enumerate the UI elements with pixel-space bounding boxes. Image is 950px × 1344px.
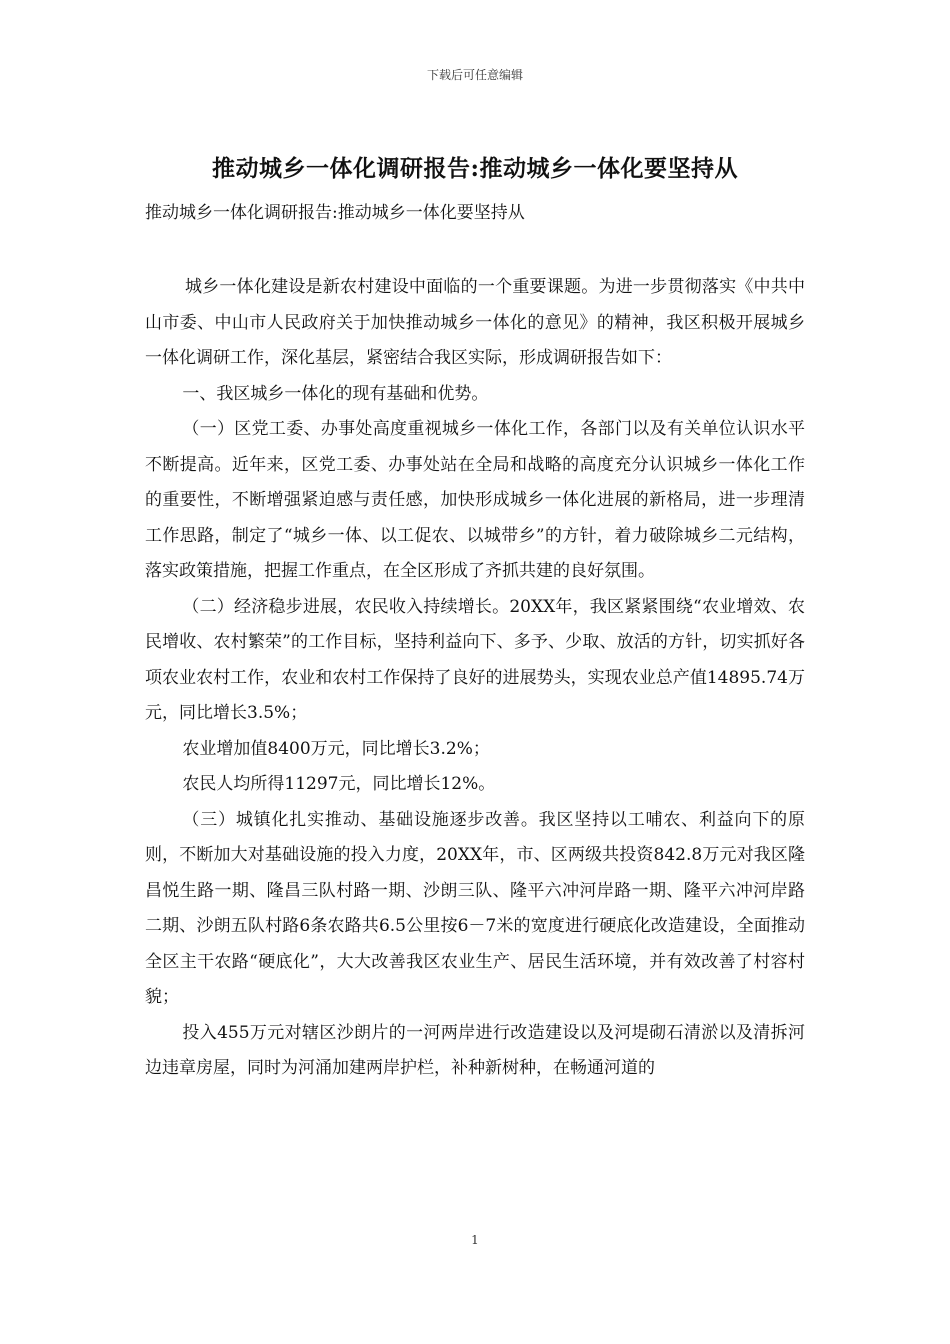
paragraph-investment: 投入455万元对辖区沙朗片的一河两岸进行改造建设以及河堤砌石清淤以及清拆河边违章房屋，同时为河涌加建两岸护栏，补种新树种，在畅通河道的 (145, 1022, 805, 1078)
document-title: 推动城乡一体化调研报告:推动城乡一体化要坚持从 (212, 155, 738, 182)
paragraph-point-2: （二）经济稳步进展，农民收入持续增长。20XX年，我区紧紧围绕“农业增效、农民增收、农村繁荣”的工作目标，坚持利益向下、多予、少取、放活的方针，切实抓好各项农业农村工作，农业和农村工作保持了良好的进展势头，实现农业总产值14895.74万元，同比增长3.5%； (145, 596, 805, 723)
paragraph-point-3: （三）城镇化扎实推动、基础设施逐步改善。我区坚持以工哺农、利益向下的原则，不断加大对基础设施的投入力度，20XX年，市、区两级共投资842.8万元对我区隆昌悦生路一期、隆昌三队村路一期、沙朗三队、隆平六冲河岸路一期、隆平六冲河岸路二期、沙朗五队村路6条农路共6.5公里按6－7米的宽度进行硬底化改造建设，全面推动全区主干农路“硬底化”，大大改善我区农业生产、居民生活环境，并有效改善了村容村貌； (145, 809, 805, 1007)
paragraph-point-1: （一）区党工委、办事处高度重视城乡一体化工作，各部门以及有关单位认识水平不断提高。近年来，区党工委、办事处站在全局和战略的高度充分认识城乡一体化工作的重要性，不断增强紧迫感与责任感，加快形成城乡一体化进展的新格局，进一步理清工作思路，制定了“城乡一体、以工促农、以城带乡”的方针，着力破除城乡二元结构，落实政策措施，把握工作重点，在全区形成了齐抓共建的良好氛围。 (145, 419, 805, 581)
header-note: 下载后可任意编辑 (426, 68, 523, 82)
paragraph-agri-added-value: 农业增加值8400万元，同比增长3.2%； (182, 738, 490, 759)
document-body (145, 270, 805, 1087)
document-subtitle: 推动城乡一体化调研报告:推动城乡一体化要坚持从 (145, 203, 525, 223)
paragraph-intro: 城乡一体化建设是新农村建设中面临的一个重要课题。为进一步贯彻落实《中共中山市委、中山市人民政府关于加快推动城乡一体化的意见》的精神，我区积极开展城乡一体化调研工作，深化基层，紧密结合我区实际，形成调研报告如下： (145, 277, 805, 368)
paragraph-section-heading-1: 一、我区城乡一体化的现有基础和优势。 (182, 383, 489, 404)
page-number: 1 (471, 1233, 479, 1247)
paragraph-farmer-income: 农民人均所得11297元，同比增长12%。 (182, 774, 496, 794)
